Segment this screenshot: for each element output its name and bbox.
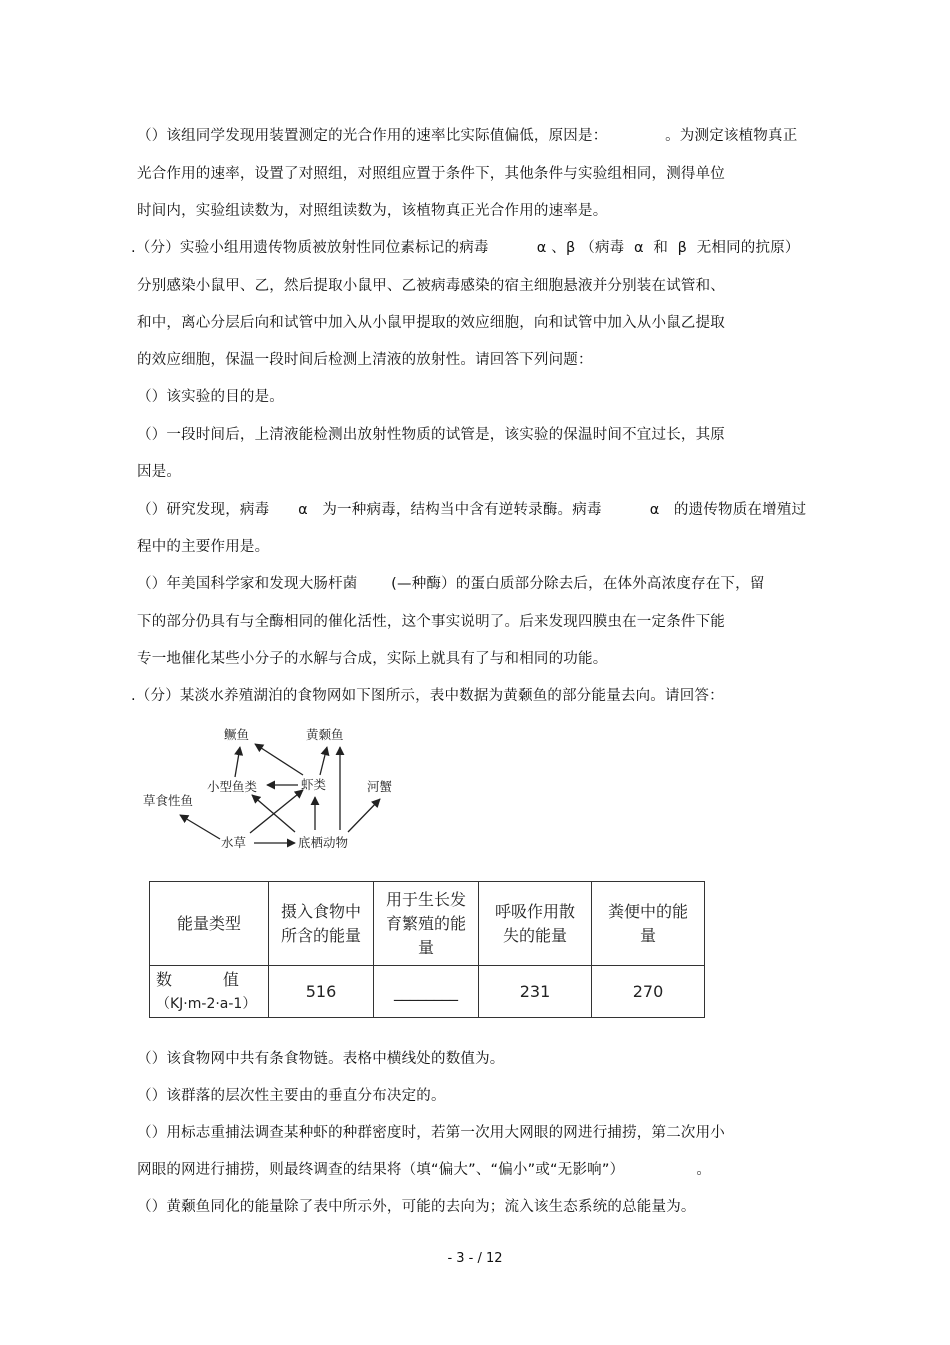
header-line: 能量类型 (176, 913, 241, 933)
node-guiyu: 鳜鱼 (224, 727, 250, 742)
energy-table (149, 881, 705, 1018)
header-line: 量 (639, 925, 656, 945)
arrow-xialei-to-gui (255, 744, 303, 775)
text-line: （）年美国科学家和发现大肠杆菌 (—种酶）的蛋白质部分除去后，在体外高浓度存在下，留 (137, 576, 765, 592)
node-xiaoxingyulei: 小型鱼类 (207, 779, 258, 794)
arrow-shuicao-to-xialei (250, 790, 303, 833)
node-hexie: 河蟹 (367, 779, 393, 794)
header-energy-type (150, 882, 269, 966)
cell-feces-value: 270 (592, 966, 705, 1018)
row-label-unit: （KJ·m-2·a-1） (156, 995, 257, 1012)
text-line: .（分）实验小组用遗传物质被放射性同位素标记的病毒 α 、β （病毒 α 和 β 无相同的抗原） (131, 240, 800, 256)
header-line: 用于生长发 (385, 889, 466, 909)
header-line: 呼吸作用散 (494, 901, 575, 921)
arrow-xiaoxing-to-gui (235, 747, 240, 777)
header-line: 摄入食物中 (280, 901, 361, 921)
table-header-row (150, 882, 705, 966)
question-line: （）该食物网中共有条食物链。表格中横线处的数值为。 (137, 1051, 505, 1067)
header-feces (592, 882, 705, 966)
text-line: 下的部分仍具有与全酶相同的催化活性，这个事实说明了。后来发现四膜虫在一定条件下能 (137, 614, 725, 630)
question-line: （）用标志重捕法调查某种虾的种群密度时，若第一次用大网眼的网进行捕捞，第二次用小 (137, 1125, 725, 1141)
food-web-diagram (135, 722, 435, 862)
node-caoshixingyu: 草食性鱼 (143, 793, 194, 808)
header-line: 育繁殖的能 (385, 913, 466, 933)
text-line: 分别感染小鼠甲、乙，然后提取小鼠甲、乙被病毒感染的宿主细胞悬液并分别装在试管和、 (137, 278, 725, 294)
text-line: 时间内，实验组读数为，对照组读数为，该植物真正光合作用的速率是。 (137, 203, 608, 219)
node-diqidongwu: 底栖动物 (298, 835, 349, 850)
text-line: （）研究发现，病毒 α 为一种病毒，结构当中含有逆转录酶。病毒 α 的遗传物质在增殖过 (137, 502, 807, 518)
row-label-cell (150, 966, 269, 1018)
node-huangsangyu: 黄颡鱼 (306, 727, 344, 742)
text-line: （）该组同学发现用装置测定的光合作用的速率比实际值偏低，原因是： 。为测定该植物真正 (137, 128, 798, 144)
header-respiration (479, 882, 592, 966)
header-line: 量 (417, 937, 434, 957)
header-line: 失的能量 (502, 925, 567, 945)
header-intake (269, 882, 374, 966)
question-line: 网眼的网进行捕捞，则最终调查的结果将（填“偏大”、“偏小”或“无影响”） 。 (137, 1162, 712, 1178)
cell-growth-value: ________ (374, 966, 479, 1018)
text-line: （）一段时间后，上清液能检测出放射性物质的试管是，该实验的保温时间不宜过长，其原 (137, 427, 725, 443)
header-growth (374, 882, 479, 966)
row-label-top: 数 值 (156, 969, 239, 989)
question-line: （）黄颡鱼同化的能量除了表中所示外，可能的去向为；流入该生态系统的总能量为。 (137, 1199, 696, 1215)
text-line: 光合作用的速率，设置了对照组，对照组应置于条件下，其他条件与实验组相同，测得单位 (137, 166, 725, 182)
question-line: （）该群落的层次性主要由的垂直分布决定的。 (137, 1088, 446, 1104)
header-line: 所含的能量 (280, 925, 361, 945)
node-shuicao: 水草 (221, 835, 247, 850)
page-number: - 3 - / 12 (447, 1251, 503, 1266)
text-line: 程中的主要作用是。 (137, 539, 270, 555)
arrow-xialei-to-huangsang (320, 747, 327, 775)
cell-intake-value: 516 (269, 966, 374, 1018)
cell-respiration-value: 231 (479, 966, 592, 1018)
text-line: .（分）某淡水养殖湖泊的食物网如下图所示，表中数据为黄颡鱼的部分能量去向。请回答： (131, 688, 724, 704)
table-row (150, 966, 705, 1018)
arrow-shuicao-to-caoshi (180, 815, 220, 839)
node-xialei: 虾类 (301, 777, 327, 792)
text-line: 的效应细胞，保温一段时间后检测上清液的放射性。请回答下列问题： (137, 352, 593, 368)
arrow-diqi-to-hexie (348, 799, 380, 832)
header-line: 粪便中的能 (607, 901, 688, 921)
text-line: 专一地催化某些小分子的水解与合成，实际上就具有了与和相同的功能。 (137, 651, 608, 667)
text-line: 和中，离心分层后向和试管中加入从小鼠甲提取的效应细胞，向和试管中加入从小鼠乙提取 (137, 315, 725, 331)
text-line: 因是。 (137, 464, 182, 480)
text-line: （）该实验的目的是。 (137, 389, 284, 405)
